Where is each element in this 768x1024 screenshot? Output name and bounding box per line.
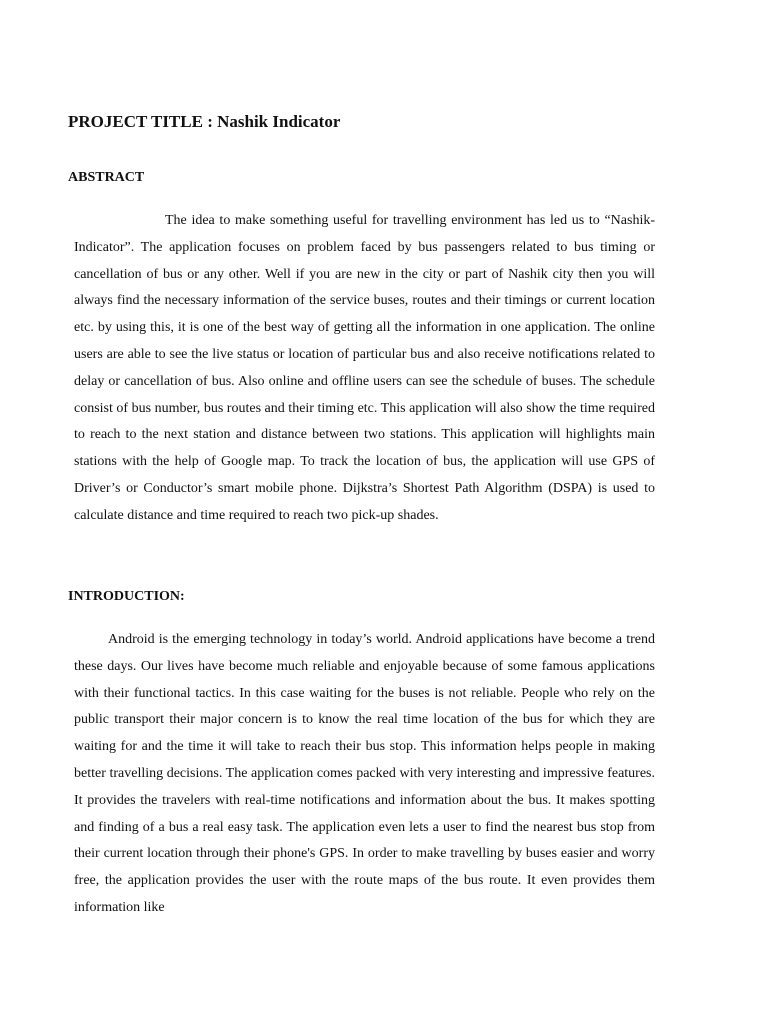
project-title: PROJECT TITLE : Nashik Indicator — [68, 112, 341, 131]
introduction-paragraph: Android is the emerging technology in today’s world. Android applications have become a trend these days. Our lives have become much reliable and enjoyable because of some famous applications with their functional tactics. In this case waiting for the buses is not reliable. People who rely on the public transport their major concern is to know the real time location of the bus for which they are waiting for and the time it will take to reach their bus stop. This information helps people in making better travelling decisions. The application comes packed with very interesting and impressive features. It provides the travelers with real-time notifications and information about the bus. It makes spotting and finding of a bus a real easy task. The application even lets a user to find the nearest bus stop from their current location through their phone's GPS. In order to make travelling by buses easier and worry free, the application provides the user with the route maps of the bus route. It even provides them information like — [74, 632, 655, 915]
abstract-heading: ABSTRACT — [68, 170, 145, 185]
abstract-paragraph: The idea to make something useful for travelling environment has led us to “Nashik-Indicator”. The application focuses on problem faced by bus passengers related to bus timing or cancellation of bus or any other. Well if you are new in the city or part of Nashik city then you will always find the necessary information of the service buses, routes and their timings or current location etc. by using this, it is one of the best way of getting all the information in one application. The online users are able to see the live status or location of particular bus and also receive notifications related to delay or cancellation of bus. Also online and offline users can see the schedule of buses. The schedule consist of bus number, bus routes and their timing etc. This application will also show the time required to reach to the next station and distance between two stations. This application will highlights main stations with the help of Google map. To track the location of bus, the application will use GPS of Driver’s or Conductor’s smart mobile phone. Dijkstra’s Shortest Path Algorithm (DSPA) is used to calculate distance and time required to reach two pick-up shades. — [74, 213, 655, 523]
introduction-heading: INTRODUCTION: — [68, 589, 185, 604]
